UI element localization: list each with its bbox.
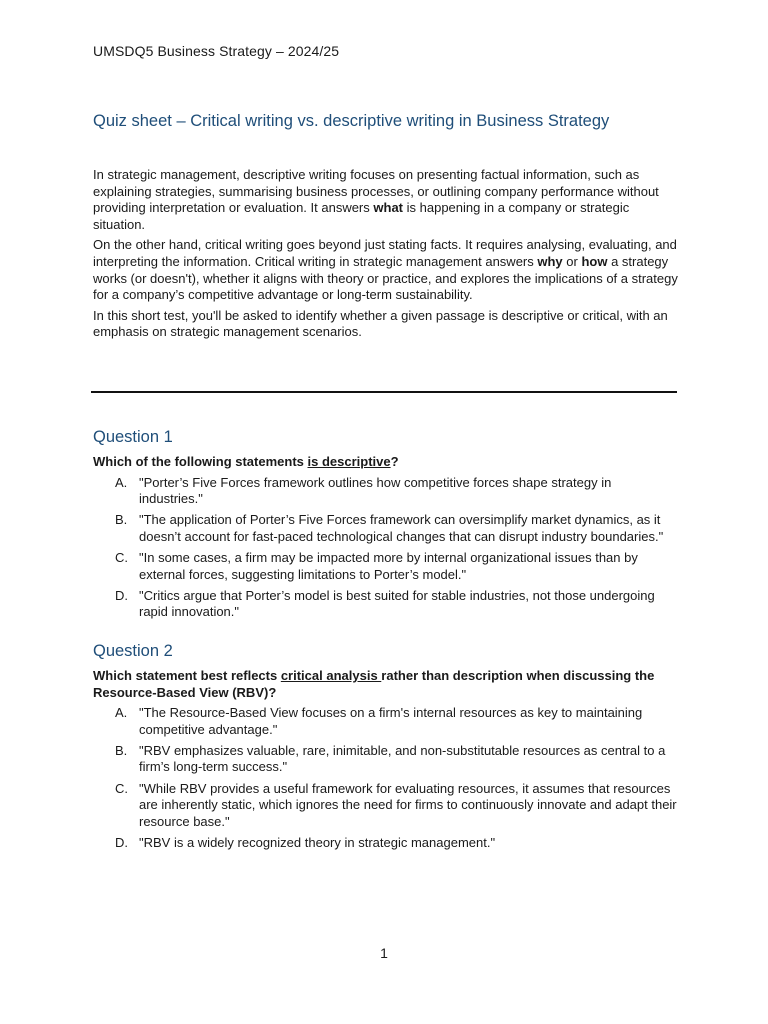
question-2-options bbox=[93, 705, 678, 851]
intro-p2-text-end: a strategy works (or doesn't), whether it aligns with theory or practice, and explores the implications of a strategy for a company’s competitive advantage or long-term sustainability. bbox=[93, 253, 678, 303]
question-2-prompt bbox=[93, 668, 678, 701]
option-text: "While RBV provides a useful framework for evaluating resources, it assumes that resources are inherently static, which ignores the need for firms to continuously innovate and adapt their resource base." bbox=[139, 780, 677, 829]
intro-p2-emphasis-why: why bbox=[537, 253, 563, 269]
option-text: "RBV is a widely recognized theory in strategic management." bbox=[139, 834, 496, 850]
intro-p1-text: In strategic management, descriptive writing focuses on presenting factual information, such as explaining strategies, summarising business processes, or outlining company performance without providing interpretation or evaluation. It answers bbox=[93, 167, 659, 216]
intro-paragraph-2 bbox=[93, 237, 683, 303]
q1-option-a bbox=[93, 475, 678, 508]
option-text: "RBV emphasizes valuable, rare, inimitable, and non-substitutable resources as central to a firm’s long-term success." bbox=[139, 742, 666, 775]
option-letter: A. bbox=[115, 474, 128, 490]
question-2 bbox=[93, 642, 678, 856]
option-text: "Porter’s Five Forces framework outlines how competitive forces shape strategy in industries." bbox=[139, 474, 612, 507]
question-1-options bbox=[93, 475, 678, 621]
option-letter: D. bbox=[115, 587, 128, 603]
running-header: UMSDQ5 Business Strategy – 2024/25 bbox=[93, 43, 340, 59]
q2-option-d bbox=[93, 835, 678, 852]
q2-prompt-underlined: critical analysis bbox=[280, 668, 382, 683]
option-letter: B. bbox=[115, 742, 128, 758]
q1-prompt-text-end: ? bbox=[390, 454, 399, 469]
q2-prompt-text-end: rather than description when discussing the Resource-Based View (RBV)? bbox=[93, 668, 655, 700]
intro-paragraph-1 bbox=[93, 167, 683, 233]
intro-p2-or: or bbox=[562, 253, 582, 269]
section-divider bbox=[91, 391, 677, 393]
q2-option-c bbox=[93, 781, 678, 831]
intro-p1-emphasis: what bbox=[373, 200, 404, 216]
q2-option-b bbox=[93, 743, 678, 776]
option-letter: A. bbox=[115, 705, 128, 721]
option-text: "The application of Porter’s Five Forces framework can oversimplify market dynamics, as it doesn’t account for fast-paced technological changes that can disrupt industry boundaries." bbox=[139, 512, 664, 544]
option-text: "In some cases, a firm may be impacted more by internal organizational issues than by external forces, suggesting limitations to Porter’s model." bbox=[139, 549, 638, 582]
question-1-prompt bbox=[93, 454, 678, 471]
q2-option-a bbox=[93, 705, 678, 738]
q1-option-b bbox=[93, 512, 678, 545]
option-letter: D. bbox=[115, 834, 128, 850]
option-letter: B. bbox=[115, 512, 128, 528]
option-letter: C. bbox=[115, 549, 128, 565]
question-1 bbox=[93, 428, 678, 625]
q1-prompt-text: Which of the following statements bbox=[93, 454, 308, 469]
option-letter: C. bbox=[115, 780, 128, 796]
intro-p2-text: On the other hand, critical writing goes beyond just stating facts. It requires analysing, evaluating, and interpreting the information. Critical writing in strategic management answers bbox=[93, 237, 677, 269]
q1-prompt-underlined: is descriptive bbox=[307, 454, 391, 469]
q2-prompt-text: Which statement best reflects bbox=[93, 668, 281, 683]
q1-option-d bbox=[93, 588, 678, 621]
q1-option-c bbox=[93, 550, 678, 583]
intro-paragraph-3: In this short test, you'll be asked to identify whether a given passage is descriptive or critical, with an emphasis on strategic management scenarios. bbox=[93, 307, 668, 340]
document-title: Quiz sheet – Critical writing vs. descriptive writing in Business Strategy bbox=[93, 112, 610, 130]
page-number: 1 bbox=[380, 945, 388, 961]
option-text: "The Resource-Based View focuses on a firm's internal resources as key to maintaining competitive advantage." bbox=[139, 705, 643, 737]
intro-section bbox=[93, 167, 683, 345]
question-2-heading: Question 2 bbox=[93, 642, 173, 660]
option-text: "Critics argue that Porter’s model is best suited for stable industries, not those undergoing rapid innovation." bbox=[139, 587, 655, 620]
intro-p2-emphasis-how: how bbox=[581, 253, 608, 269]
question-1-heading: Question 1 bbox=[93, 428, 173, 446]
intro-p1-text-end: is happening in a company or strategic situation. bbox=[93, 200, 630, 232]
